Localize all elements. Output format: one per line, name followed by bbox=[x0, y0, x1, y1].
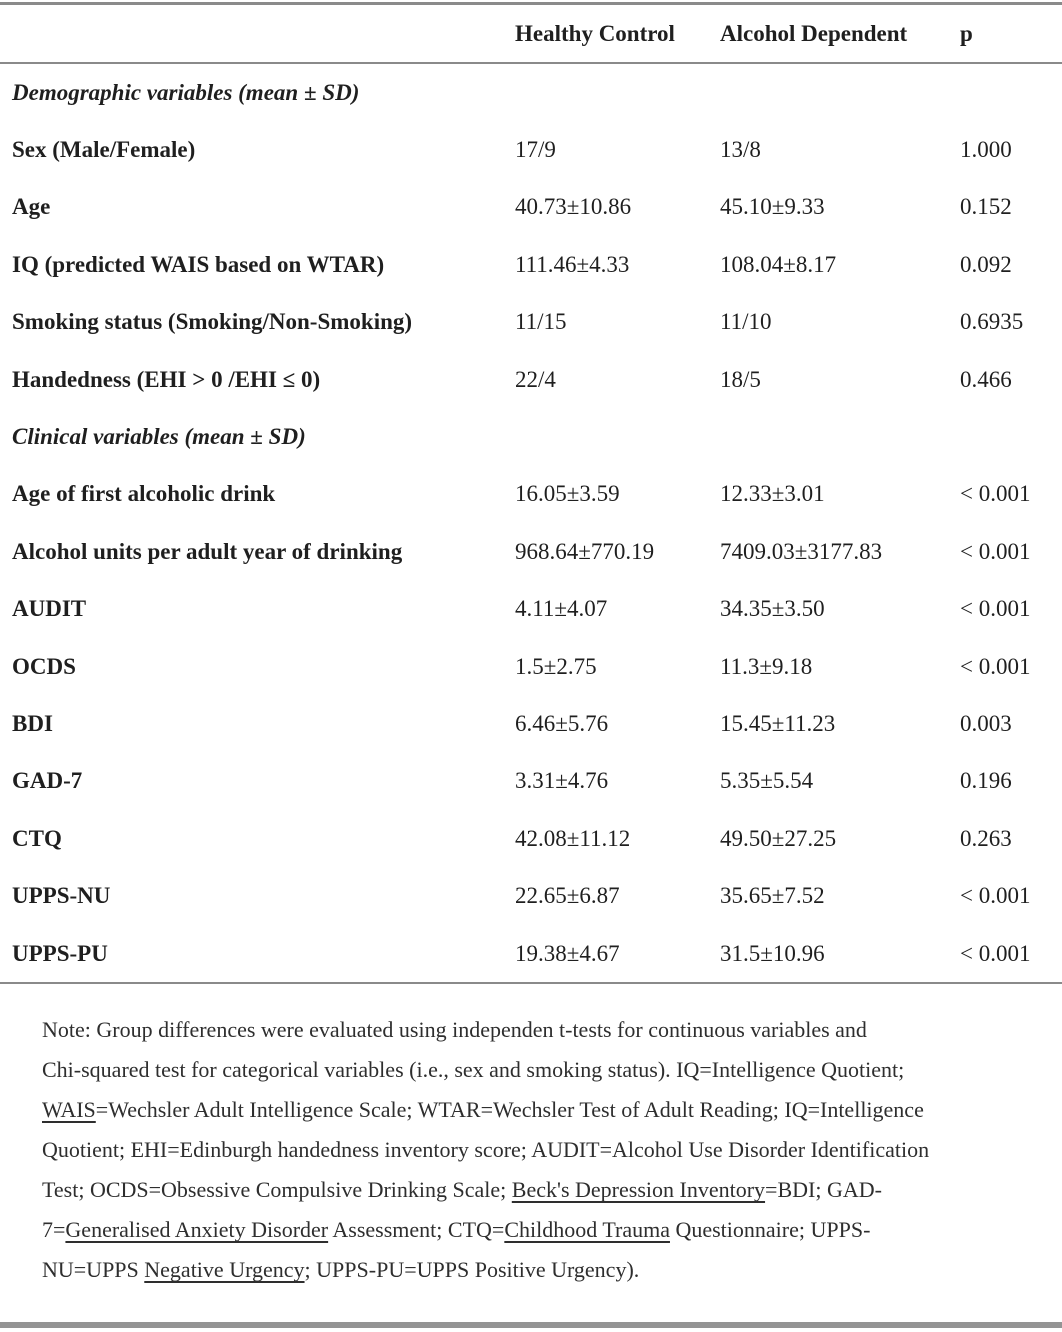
alcohol-dependent-value: 31.5±10.96 bbox=[720, 940, 825, 966]
note-line bbox=[42, 1010, 1042, 1050]
section-label: Clinical variables (mean ± SD) bbox=[12, 424, 306, 450]
healthy-control-value: 11/15 bbox=[515, 309, 567, 335]
note-line bbox=[42, 1050, 1042, 1090]
section-label: Demographic variables (mean ± SD) bbox=[12, 79, 360, 105]
healthy-control-value: 111.46±4.33 bbox=[515, 251, 630, 277]
linked-term[interactable]: WAIS bbox=[42, 1097, 96, 1123]
healthy-control-value: 40.73±10.86 bbox=[515, 194, 632, 220]
p-value: 0.092 bbox=[960, 251, 1012, 277]
alcohol-dependent-value: 12.33±3.01 bbox=[720, 481, 825, 507]
table-row bbox=[0, 351, 1062, 408]
note-line bbox=[42, 1250, 1042, 1290]
p-value: < 0.001 bbox=[960, 596, 1031, 622]
row-label: Sex (Male/Female) bbox=[12, 137, 196, 163]
note-text: Chi-squared test for categorical variables (i.e., sex and smoking status). IQ=Intelligence Quotient; bbox=[42, 1057, 905, 1083]
row-label: Age of first alcoholic drink bbox=[12, 481, 276, 507]
col-header-alcohol-dependent: Alcohol Dependent bbox=[720, 20, 908, 46]
linked-term[interactable]: Generalised Anxiety Disorder bbox=[65, 1217, 329, 1243]
alcohol-dependent-value: 13/8 bbox=[720, 137, 761, 163]
table-header-row bbox=[0, 5, 1062, 62]
table-row bbox=[0, 867, 1062, 924]
row-label: Age bbox=[12, 194, 51, 220]
table-note bbox=[0, 984, 1062, 1290]
col-header-healthy-control: Healthy Control bbox=[515, 20, 675, 46]
row-label: BDI bbox=[12, 710, 53, 736]
table-row bbox=[0, 294, 1062, 351]
table-row bbox=[0, 638, 1062, 695]
alcohol-dependent-value: 45.10±9.33 bbox=[720, 194, 825, 220]
healthy-control-value: 968.64±770.19 bbox=[515, 538, 655, 564]
p-value: 0.6935 bbox=[960, 309, 1024, 335]
note-text: ; UPPS-PU=UPPS Positive Urgency). bbox=[304, 1257, 640, 1283]
note-text: Quotient; EHI=Edinburgh handedness inventory score; AUDIT=Alcohol Use Disorder Identification bbox=[42, 1137, 930, 1163]
table-row bbox=[0, 179, 1062, 236]
table-row bbox=[0, 925, 1062, 982]
p-value: < 0.001 bbox=[960, 883, 1031, 909]
note-text: Test; OCDS=Obsessive Compulsive Drinking Scale; bbox=[42, 1177, 512, 1203]
alcohol-dependent-value: 49.50±27.25 bbox=[720, 825, 837, 851]
alcohol-dependent-value: 15.45±11.23 bbox=[720, 710, 836, 736]
note-line bbox=[42, 1170, 1042, 1210]
alcohol-dependent-value: 35.65±7.52 bbox=[720, 883, 825, 909]
healthy-control-value: 4.11±4.07 bbox=[515, 596, 608, 622]
table-row bbox=[0, 753, 1062, 810]
alcohol-dependent-value: 5.35±5.54 bbox=[720, 768, 814, 794]
row-label: OCDS bbox=[12, 653, 76, 679]
note-text: NU=UPPS bbox=[42, 1257, 145, 1283]
note-line bbox=[42, 1090, 1042, 1130]
row-label: UPPS-PU bbox=[12, 940, 108, 966]
note-text: =BDI; GAD- bbox=[765, 1177, 882, 1203]
note-text: Questionnaire; UPPS- bbox=[669, 1217, 871, 1243]
p-value: < 0.001 bbox=[960, 538, 1031, 564]
healthy-control-value: 1.5±2.75 bbox=[515, 653, 597, 679]
row-label: UPPS-NU bbox=[12, 883, 111, 909]
table-row bbox=[0, 523, 1062, 580]
linked-term[interactable]: Beck's Depression Inventory bbox=[511, 1177, 766, 1203]
table-row bbox=[0, 810, 1062, 867]
table-row bbox=[0, 236, 1062, 293]
alcohol-dependent-value: 34.35±3.50 bbox=[720, 596, 825, 622]
healthy-control-value: 17/9 bbox=[515, 137, 556, 163]
linked-term[interactable]: Negative Urgency bbox=[144, 1257, 305, 1283]
row-label: GAD-7 bbox=[12, 768, 83, 794]
table-body bbox=[0, 64, 1062, 982]
p-value: 0.263 bbox=[960, 825, 1012, 851]
bottom-rule bbox=[0, 1322, 1062, 1328]
healthy-control-value: 42.08±11.12 bbox=[515, 825, 631, 851]
healthy-control-value: 19.38±4.67 bbox=[515, 940, 620, 966]
healthy-control-value: 3.31±4.76 bbox=[515, 768, 609, 794]
row-label: Smoking status (Smoking/Non-Smoking) bbox=[12, 309, 413, 335]
col-header-p: p bbox=[960, 20, 973, 46]
healthy-control-value: 22/4 bbox=[515, 366, 556, 392]
section-header-row bbox=[0, 64, 1062, 121]
p-value: < 0.001 bbox=[960, 481, 1031, 507]
p-value: 1.000 bbox=[960, 137, 1012, 163]
p-value: 0.466 bbox=[960, 366, 1012, 392]
note-text: 7= bbox=[42, 1217, 66, 1243]
table-row bbox=[0, 466, 1062, 523]
section-header-row bbox=[0, 408, 1062, 465]
p-value: < 0.001 bbox=[960, 940, 1031, 966]
alcohol-dependent-value: 7409.03±3177.83 bbox=[720, 538, 883, 564]
alcohol-dependent-value: 108.04±8.17 bbox=[720, 251, 837, 277]
row-label: Handedness (EHI > 0 /EHI ≤ 0) bbox=[12, 366, 321, 392]
linked-term[interactable]: Childhood Trauma bbox=[504, 1217, 670, 1243]
p-value: 0.003 bbox=[960, 710, 1012, 736]
row-label: Alcohol units per adult year of drinking bbox=[12, 538, 403, 564]
note-text: Assessment; CTQ= bbox=[328, 1217, 505, 1243]
healthy-control-value: 6.46±5.76 bbox=[515, 710, 609, 736]
healthy-control-value: 22.65±6.87 bbox=[515, 883, 620, 909]
table-row bbox=[0, 121, 1062, 178]
row-label: IQ (predicted WAIS based on WTAR) bbox=[12, 251, 385, 277]
note-line bbox=[42, 1130, 1042, 1170]
row-label: AUDIT bbox=[12, 596, 87, 622]
alcohol-dependent-value: 11.3±9.18 bbox=[720, 653, 813, 679]
note-text: Note: Group differences were evaluated using independen t-tests for continuous variables and bbox=[42, 1017, 867, 1043]
p-value: 0.196 bbox=[960, 768, 1012, 794]
note-line bbox=[42, 1210, 1042, 1250]
note-text: =Wechsler Adult Intelligence Scale; WTAR=Wechsler Test of Adult Reading; IQ=Intelligence bbox=[95, 1097, 924, 1123]
row-label: CTQ bbox=[12, 825, 62, 851]
table-row bbox=[0, 581, 1062, 638]
alcohol-dependent-value: 18/5 bbox=[720, 366, 761, 392]
healthy-control-value: 16.05±3.59 bbox=[515, 481, 620, 507]
table-row bbox=[0, 695, 1062, 752]
p-value: < 0.001 bbox=[960, 653, 1031, 679]
p-value: 0.152 bbox=[960, 194, 1012, 220]
alcohol-dependent-value: 11/10 bbox=[720, 309, 772, 335]
